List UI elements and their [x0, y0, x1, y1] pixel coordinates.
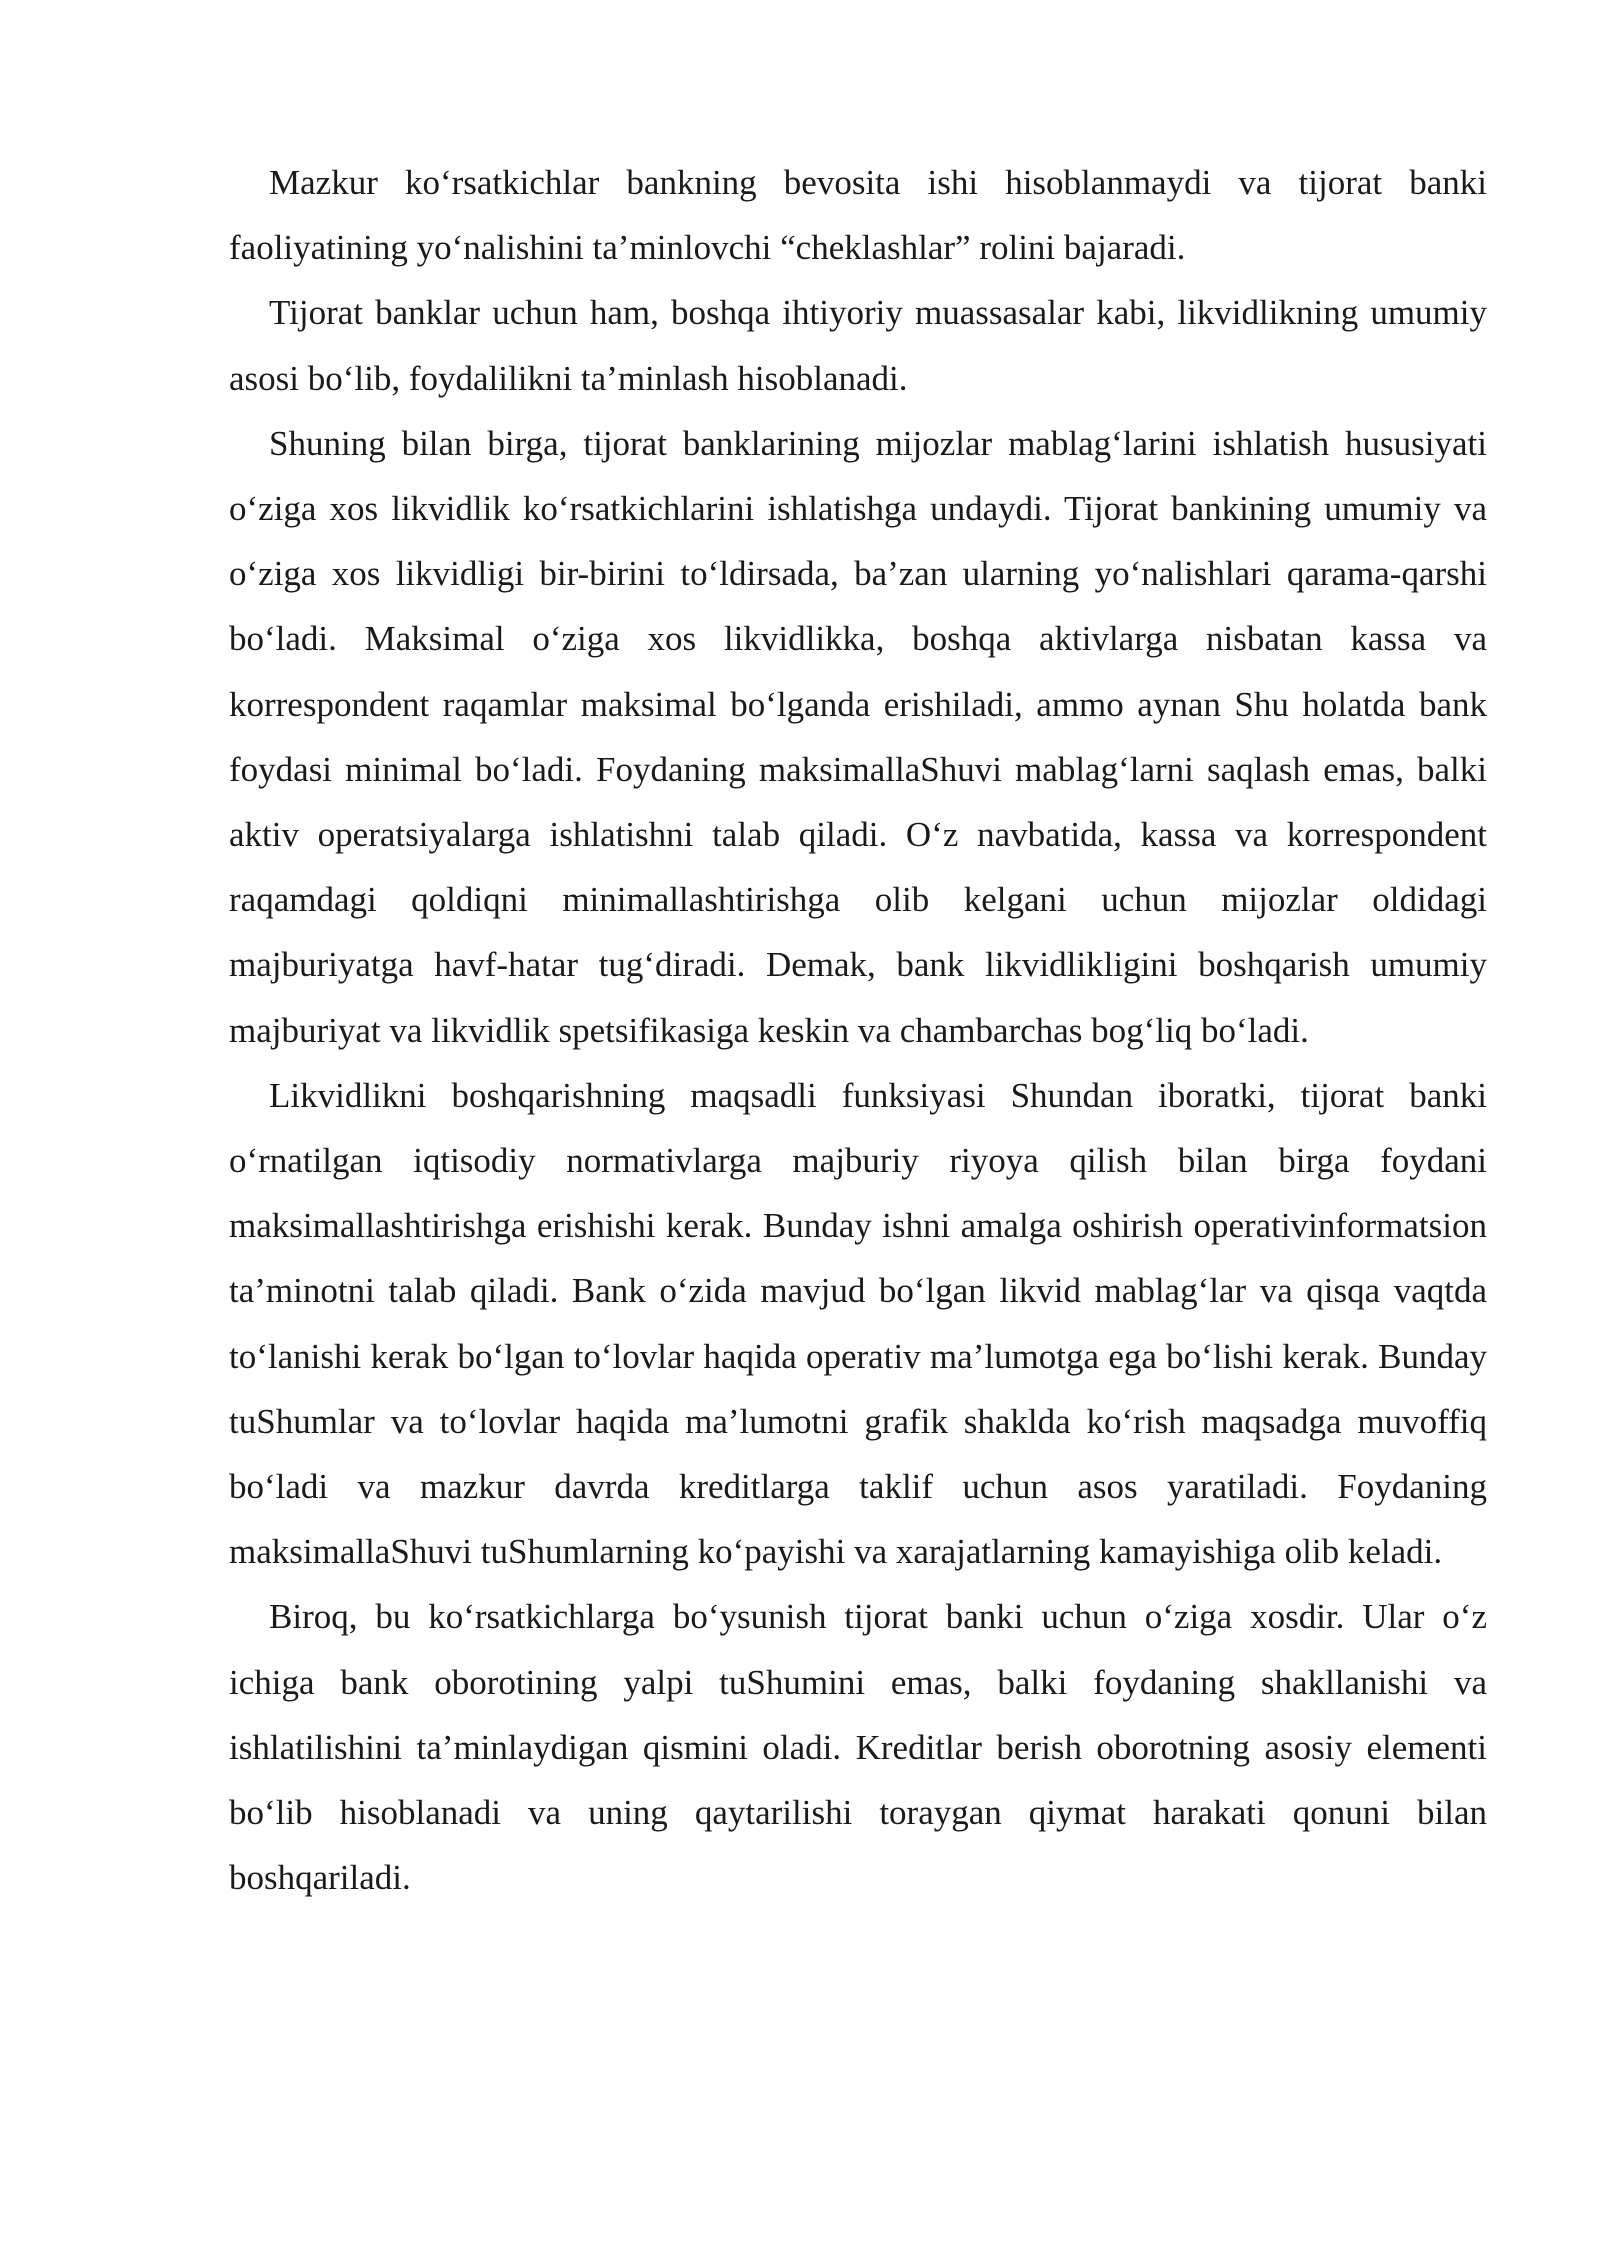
paragraph-3: Shuning bilan birga, tijorat banklarining mijozlar mablag‘larini ishlatish hususiyati o‘ziga xos likvidlik ko‘rsatkichlarini ishlatishga undaydi. Tijorat bankining umumiy va o‘ziga xos likvidligi bir-birini to‘ldirsada, ba’zan ularning yo‘nalishlari qarama-qarshi bo‘ladi. Maksimal o‘ziga xos likvidlikka, boshqa aktivlarga nisbatan kassa va korrespondent raqamlar maksimal bo‘lganda erishiladi, ammo aynan Shu holatda bank foydasi minimal bo‘ladi. Foydaning maksimallaShuvi mablag‘larni saqlash emas, balki aktiv operatsiyalarga ishlatishni talab qiladi. O‘z navbatida, kassa va korrespondent raqamdagi qoldiqni minimallashtirishga olib kelgani uchun mijozlar oldidagi majburiyatga havf-hatar tug‘diradi. Demak, bank likvidlikligini boshqarish umumiy majburiyat va likvidlik spetsifikasiga keskin va chambarchas bog‘liq bo‘ladi. — [229, 423, 1487, 1050]
paragraph-2: Tijorat banklar uchun ham, boshqa ihtiyoriy muassasalar kabi, likvidlikning umumiy asosi bo‘lib, foydalilikni ta’minlash hisoblanadi. — [229, 293, 1487, 398]
paragraph-1: Mazkur ko‘rsatkichlar bankning bevosita ishi hisoblanmaydi va tijorat banki faoliyatining yo‘nalishini ta’minlovchi “cheklashlar” rolini bajaradi. — [229, 163, 1487, 268]
paragraph-5: Biroq, bu ko‘rsatkichlarga bo‘ysunish tijorat banki uchun o‘ziga xosdir. Ular o‘z ichiga bank oborotining yalpi tuShumini emas, balki foydaning shakllanishi va ishlatilishini ta’minlaydigan qismini oladi. Kreditlar berish oborotning asosiy elementi bo‘lib hisoblanadi va uning qaytarilishi toraygan qiymat harakati qonuni bilan boshqariladi. — [229, 1597, 1487, 1898]
paragraph-4: Likvidlikni boshqarishning maqsadli funksiyasi Shundan iboratki, tijorat banki o‘rnatilgan iqtisodiy normativlarga majburiy riyoya qilish bilan birga foydani maksimallashtirishga erishishi kerak. Bunday ishni amalga oshirish operativinformatsion ta’minotni talab qiladi. Bank o‘zida mavjud bo‘lgan likvid mablag‘lar va qisqa vaqtda to‘lanishi kerak bo‘lgan to‘lovlar haqida operativ ma’lumotga ega bo‘lishi kerak. Bunday tuShumlar va to‘lovlar haqida ma’lumotni grafik shaklda ko‘rish maqsadga muvoffiq bo‘ladi va mazkur davrda kreditlarga taklif uchun asos yaratiladi. Foydaning maksimallaShuvi tuShumlarning ko‘payishi va xarajatlarning kamayishiga olib keladi. — [229, 1075, 1487, 1572]
document-page — [229, 150, 1487, 1910]
